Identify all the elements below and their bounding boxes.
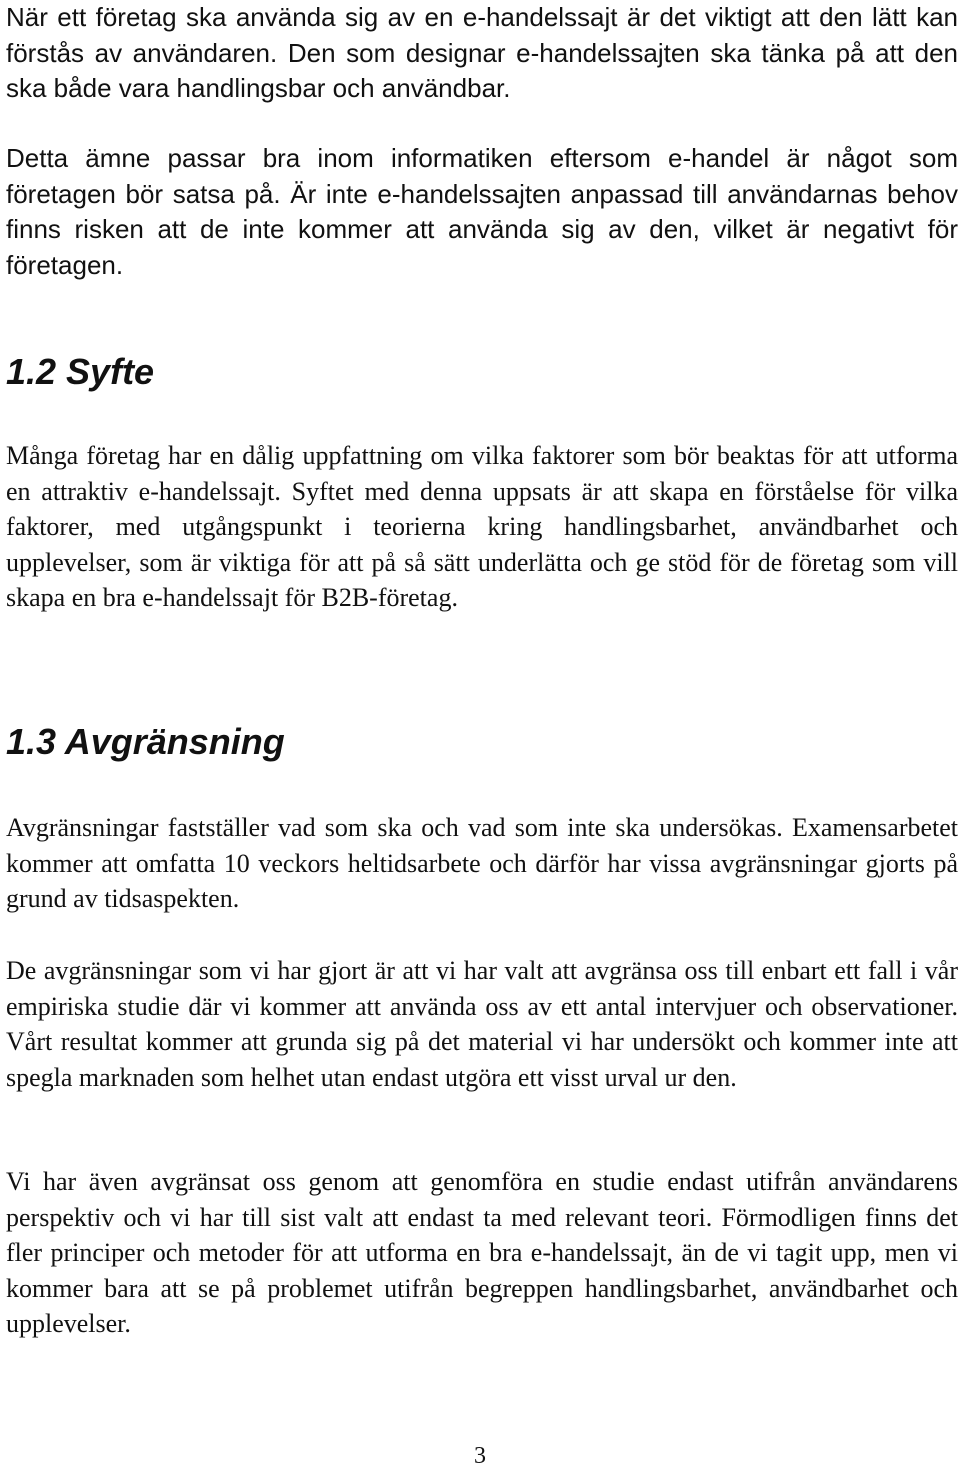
page-number: 3 — [474, 1443, 486, 1469]
intro-paragraph-1: När ett företag ska använda sig av en e-handelssajt är det viktigt att den lätt kan förstås av användaren. Den som designar e-handelssajten ska tänka på att den ska både vara handlingsbar och användbar. — [6, 2, 958, 103]
section-heading-syfte: 1.2 Syfte — [6, 351, 155, 392]
avgransning-paragraph-1: Avgränsningar fastställer vad som ska och vad som inte ska undersökas. Examensarbetet kommer att omfatta 10 veckors heltidsarbete och därför har vissa avgränsningar gjorts på grund av tidsaspekten. — [6, 813, 958, 913]
intro-paragraph-2: Detta ämne passar bra inom informatiken eftersom e-handel är något som företagen bör satsa på. Är inte e-handelssajten anpassad till användarnas behov finns risken att de inte kommer att använda sig av den, vilket är negativt för företagen. — [6, 143, 958, 280]
syfte-paragraph: Många företag har en dålig uppfattning om vilka faktorer som bör beaktas för att utforma en attraktiv e-handelssajt. Syftet med denna uppsats är att skapa en förståelse för vilka faktorer, med utgångspunkt i teorierna kring handlingsbarhet, användbarhet och upplevelser, som är viktiga för att på så sätt underlätta och ge stöd för de företag som vill skapa en bra e-handelssajt för B2B-företag. — [6, 441, 958, 612]
avgransning-paragraph-3: Vi har även avgränsat oss genom att genomföra en studie endast utifrån användarens perspektiv och vi har till sist valt att endast ta med relevant teori. Förmodligen finns det fler principer och metoder för att utforma en bra e-handelssajt, än de vi tagit upp, men vi kommer bara att se på problemet utifrån begreppen handlingsbarhet, användbarhet och upplevelser. — [6, 1167, 958, 1338]
section-heading-avgransning: 1.3 Avgränsning — [6, 721, 285, 762]
avgransning-paragraph-2: De avgränsningar som vi har gjort är att vi har valt att avgränsa oss till enbart ett fall i vår empiriska studie där vi kommer att använda oss av ett antal intervjuer och observationer. Vårt resultat kommer att grunda sig på det material vi har undersökt och kommer inte att spegla marknaden som helhet utan endast utgöra ett visst urval ur den. — [6, 956, 958, 1092]
